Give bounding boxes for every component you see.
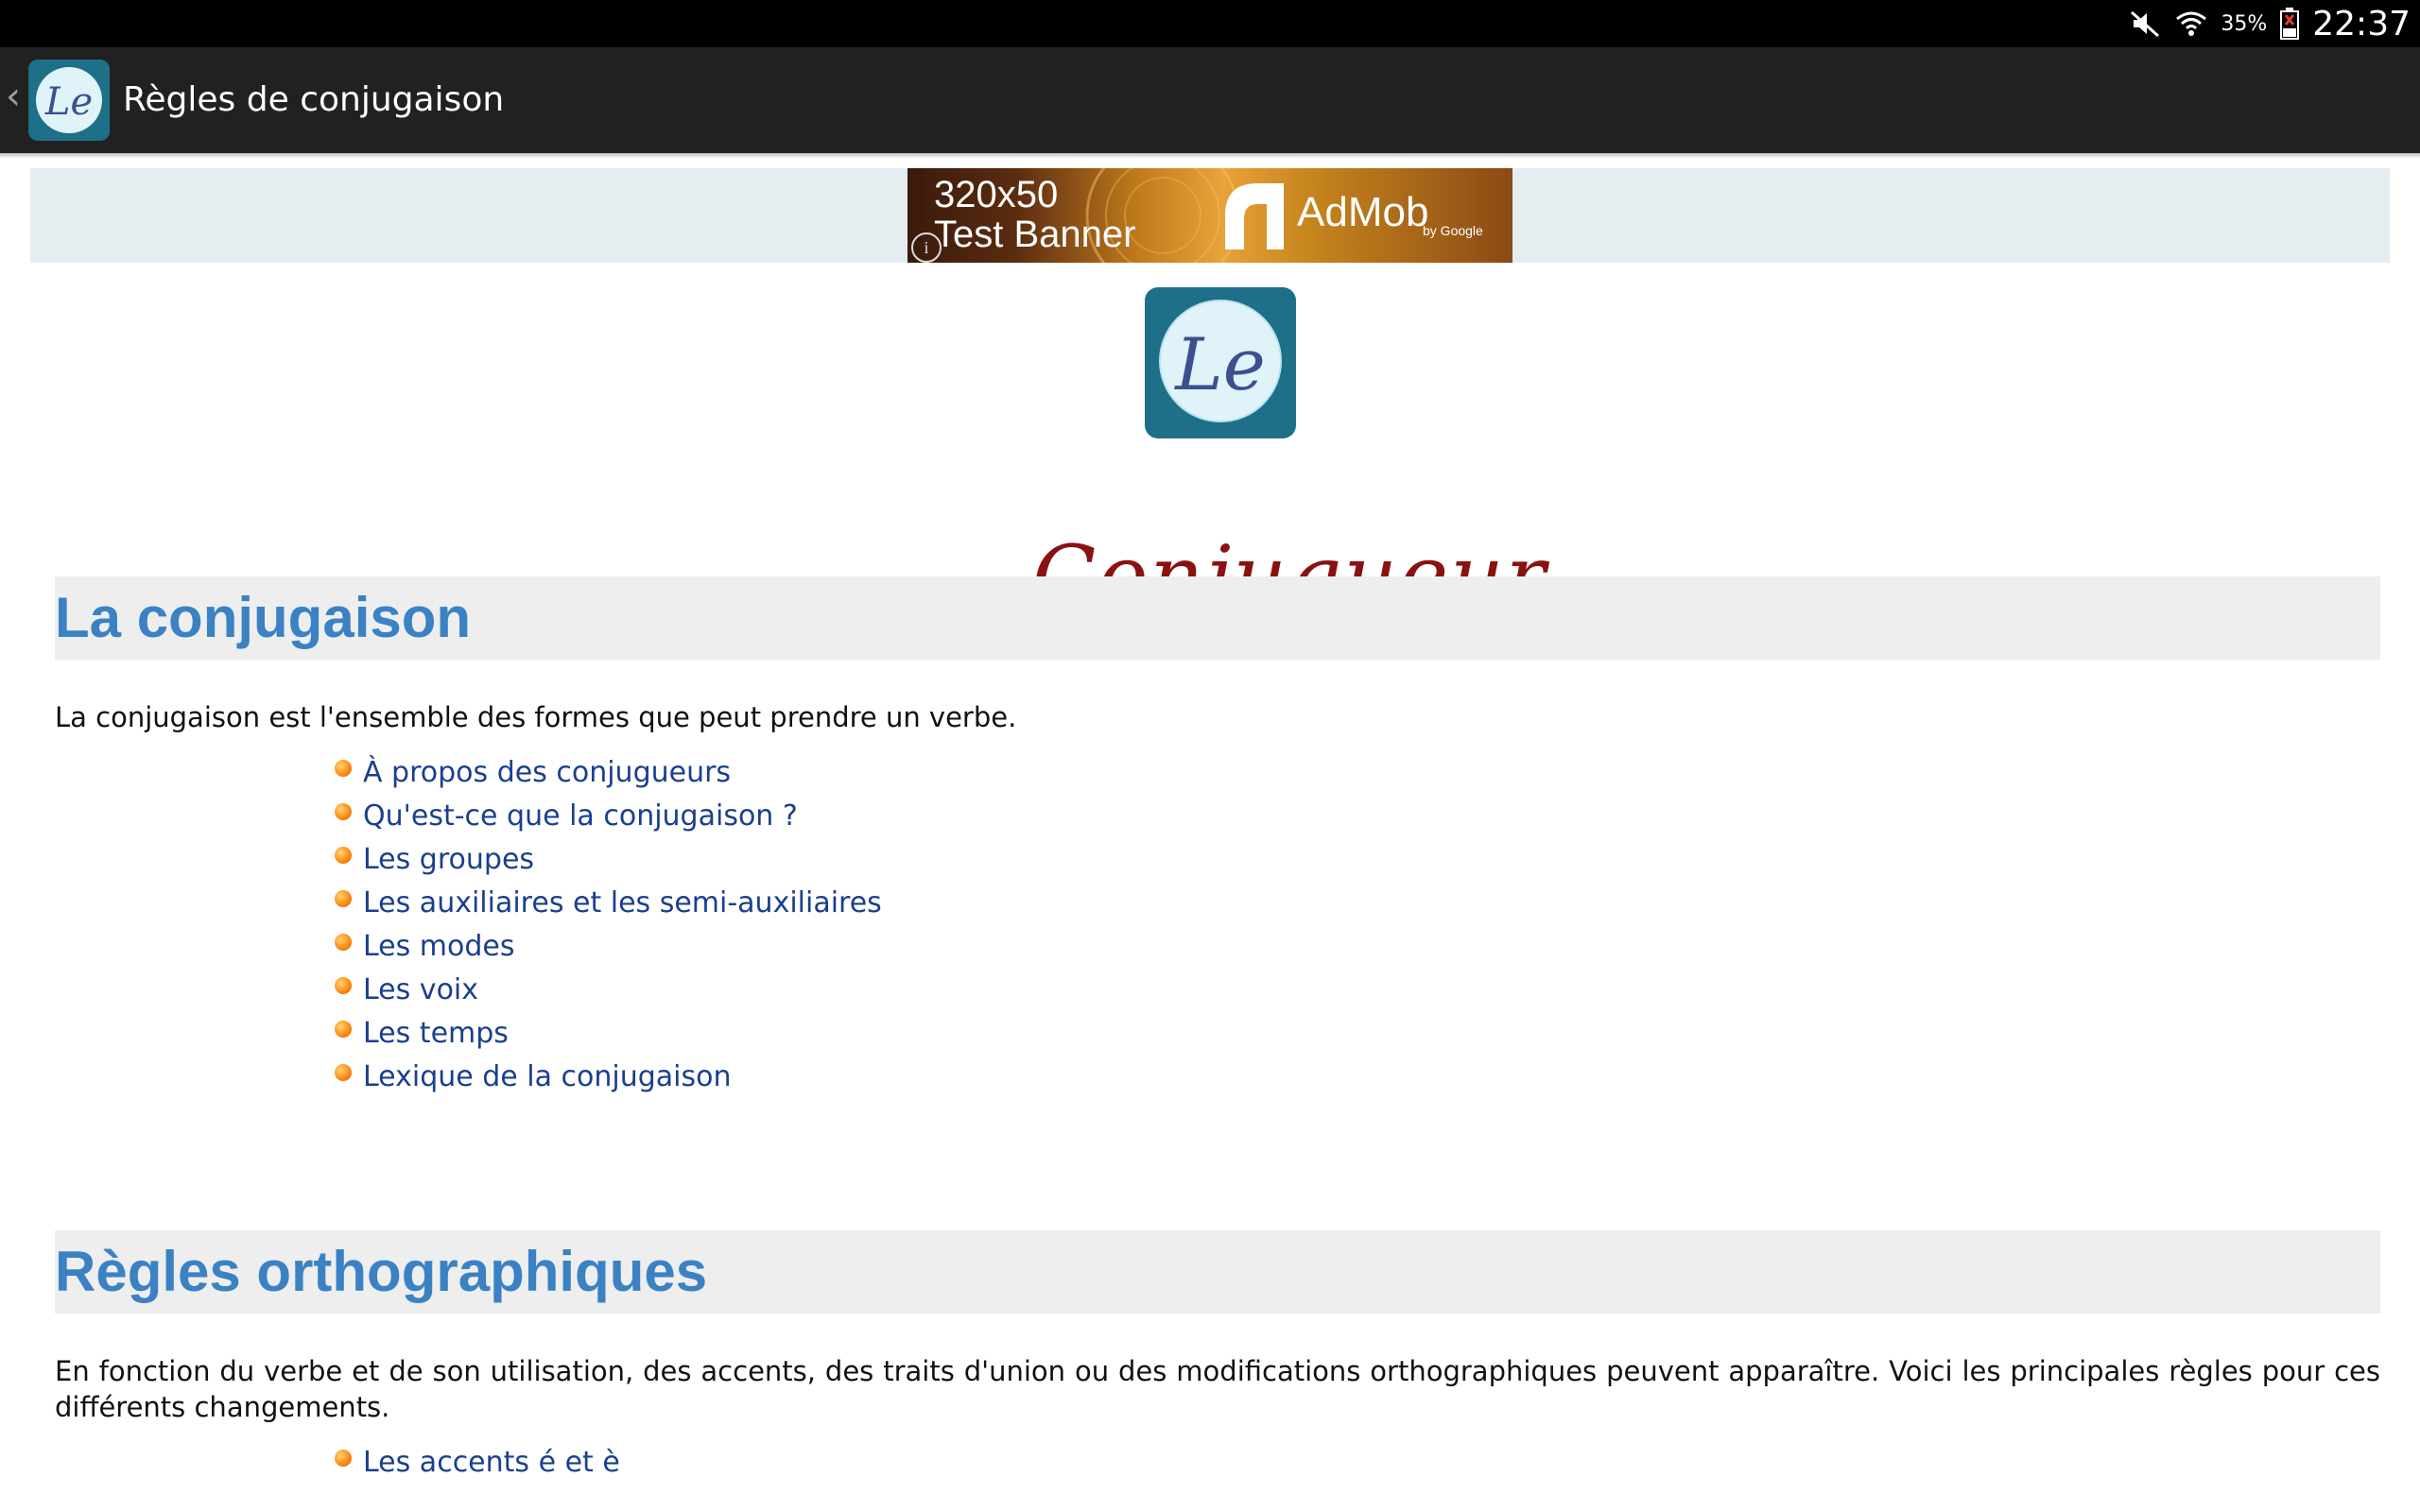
section-intro: En fonction du verbe et de son utilisation, des accents, des traits d'union ou des modifications orthographiques peuvent apparaître. Voici les principales règles pour ces différents changements. <box>55 1355 2380 1423</box>
list-item <box>335 968 882 1011</box>
section-heading-conjugaison <box>55 576 2380 660</box>
mute-icon <box>2130 9 2162 38</box>
battery-icon <box>2280 8 2299 40</box>
link-temps[interactable]: Les temps <box>363 1016 509 1050</box>
list-item <box>335 1440 620 1484</box>
battery-percent: 35% <box>2221 11 2268 36</box>
link-list-orthographe <box>335 1440 620 1484</box>
page-content <box>30 159 2390 1512</box>
back-chevron-icon[interactable]: ‹ <box>6 75 21 118</box>
list-item <box>335 750 882 794</box>
ad-label: Test Banner <box>934 214 1136 255</box>
admob-logo-icon <box>1219 178 1289 257</box>
link-modes[interactable]: Les modes <box>363 929 515 963</box>
bullet-icon <box>335 1064 352 1081</box>
bullet-icon <box>335 760 352 777</box>
list-item <box>335 1011 882 1055</box>
ad-banner[interactable] <box>908 168 1512 263</box>
link-quest-ce[interactable]: Qu'est-ce que la conjugaison ? <box>363 799 798 833</box>
section-intro: La conjugaison est l'ensemble des formes que peut prendre un verbe. <box>55 701 1017 733</box>
link-accents[interactable]: Les accents é et è <box>363 1445 620 1479</box>
bullet-icon <box>335 803 352 820</box>
link-a-propos[interactable]: À propos des conjugueurs <box>363 755 732 789</box>
bullet-icon <box>335 934 352 951</box>
section-heading-orthographe <box>55 1230 2380 1314</box>
status-icons <box>2130 0 2411 47</box>
wifi-icon <box>2175 9 2207 38</box>
ad-info-icon[interactable]: i <box>911 232 942 263</box>
action-bar <box>0 47 2420 153</box>
admob-by-google: by Google <box>1423 223 1483 238</box>
bullet-icon <box>335 1021 352 1038</box>
app-title: Règles de conjugaison <box>123 80 505 119</box>
admob-brand: AdMob <box>1297 189 1429 235</box>
app-icon-text: Le <box>44 80 94 124</box>
list-item <box>335 794 882 837</box>
list-item <box>335 1055 882 1098</box>
link-voix[interactable]: Les voix <box>363 972 479 1006</box>
logo-badge <box>1145 287 1296 438</box>
link-groupes[interactable]: Les groupes <box>363 842 535 876</box>
list-item <box>335 881 882 924</box>
status-time: 22:37 <box>2312 4 2411 43</box>
bullet-icon <box>335 1450 352 1467</box>
link-auxiliaires[interactable]: Les auxiliaires et les semi-auxiliaires <box>363 885 882 919</box>
bullet-icon <box>335 890 352 907</box>
section-title: Règles orthographiques <box>55 1240 708 1303</box>
bullet-icon <box>335 977 352 994</box>
status-bar <box>0 0 2420 47</box>
list-item <box>335 837 882 881</box>
app-icon[interactable] <box>28 60 110 141</box>
bullet-icon <box>335 847 352 864</box>
list-item <box>335 924 882 968</box>
ad-size-text: 320x50 <box>934 174 1059 215</box>
section-title: La conjugaison <box>55 586 472 649</box>
link-lexique[interactable]: Lexique de la conjugaison <box>363 1059 732 1093</box>
link-list-conjugaison <box>335 750 882 1098</box>
logo-badge-text: Le <box>1175 322 1266 406</box>
